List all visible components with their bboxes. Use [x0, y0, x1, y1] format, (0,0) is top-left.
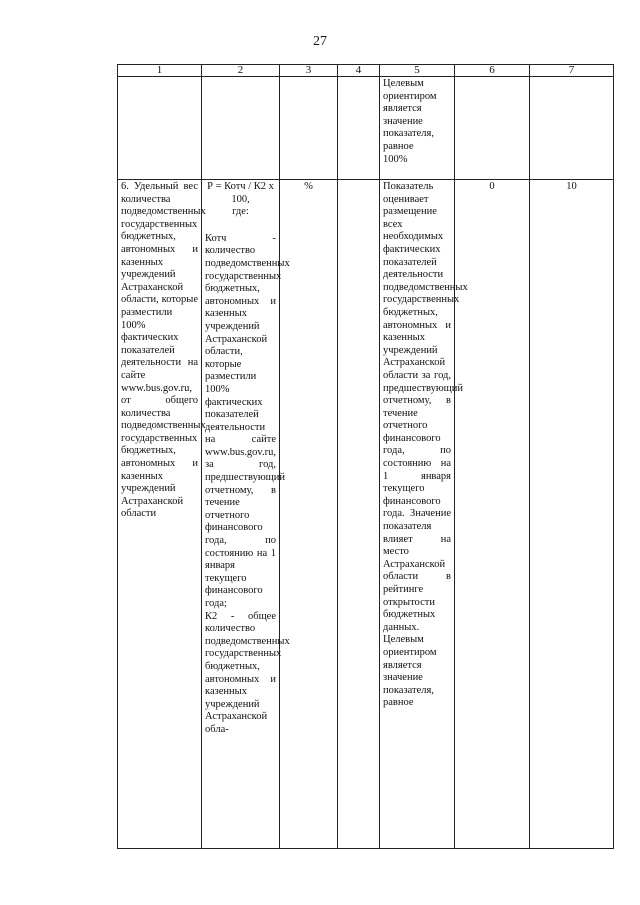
indicator-description: Показатель оценивает размещение всех необходимых фактических показателей деятельности подведомственных государственных бюджетных, автономных и казенных учреждений Астраханской области за год, предшествующий отчетному, в течение отчетного финансового года, по состоянию на 1 января текущего финансового года. Значение показателя влияет на место Астраханской области в рейтинге открытости бюджетных данных. Целевым ориентиром является значение показателя, равное [380, 180, 455, 849]
calculation-formula-cell [202, 180, 290, 849]
column-header-1: 1 [118, 65, 202, 77]
cell-empty [338, 77, 380, 180]
page-number: 27 [313, 34, 327, 49]
column-header-6: 6 [455, 65, 530, 77]
cell-empty [280, 77, 338, 180]
column-header-3: 3 [280, 65, 338, 77]
cell-empty [530, 77, 614, 180]
formula: Р = Котч / К2 х 100, где: [207, 181, 274, 218]
table-row-indicator-6 [118, 180, 614, 849]
table-row-continuation [118, 77, 614, 180]
unit-of-measure: % [280, 180, 338, 849]
formula-explanation: Котч - количество подведомственных государственных бюджетных, автономных и казенных учреждений Астраханской области, которые разместили 100% фактических показателей деятельности на сайте www.bus.gov.ru, за год, предшествующий отчетному, в течение отчетного финансового года, по состоянию на 1 января текущего финансового года; К2 - общее количество подведомственных государственных бюджетных, автономных и казенных учреждений Астраханской обла- [205, 232, 290, 735]
cell-empty [202, 77, 280, 180]
indicator-table [117, 64, 614, 849]
column-header-2: 2 [202, 65, 280, 77]
indicator-name: 6. Удельный вес количества подведомственных государственных бюджетных, автономных и казенных учреждений Астраханской области, которые разместили 100% фактических показателей деятельности на сайте www.bus.gov.ru, от общего количества подведомственных государственных бюджетных, автономных и казенных учреждений Астраханской области [118, 180, 202, 849]
column-4-cell [338, 180, 380, 849]
baseline-value: 0 [455, 180, 530, 849]
column-header-4: 4 [338, 65, 380, 77]
column-header-7: 7 [530, 65, 614, 77]
cell-empty [455, 77, 530, 180]
column-header-5: 5 [380, 65, 455, 77]
table-header-row [118, 65, 614, 77]
cell-empty [118, 77, 202, 180]
target-description-continuation: Целевым ориентиром является значение показателя, равное 100% [380, 77, 455, 180]
target-value: 10 [530, 180, 614, 849]
